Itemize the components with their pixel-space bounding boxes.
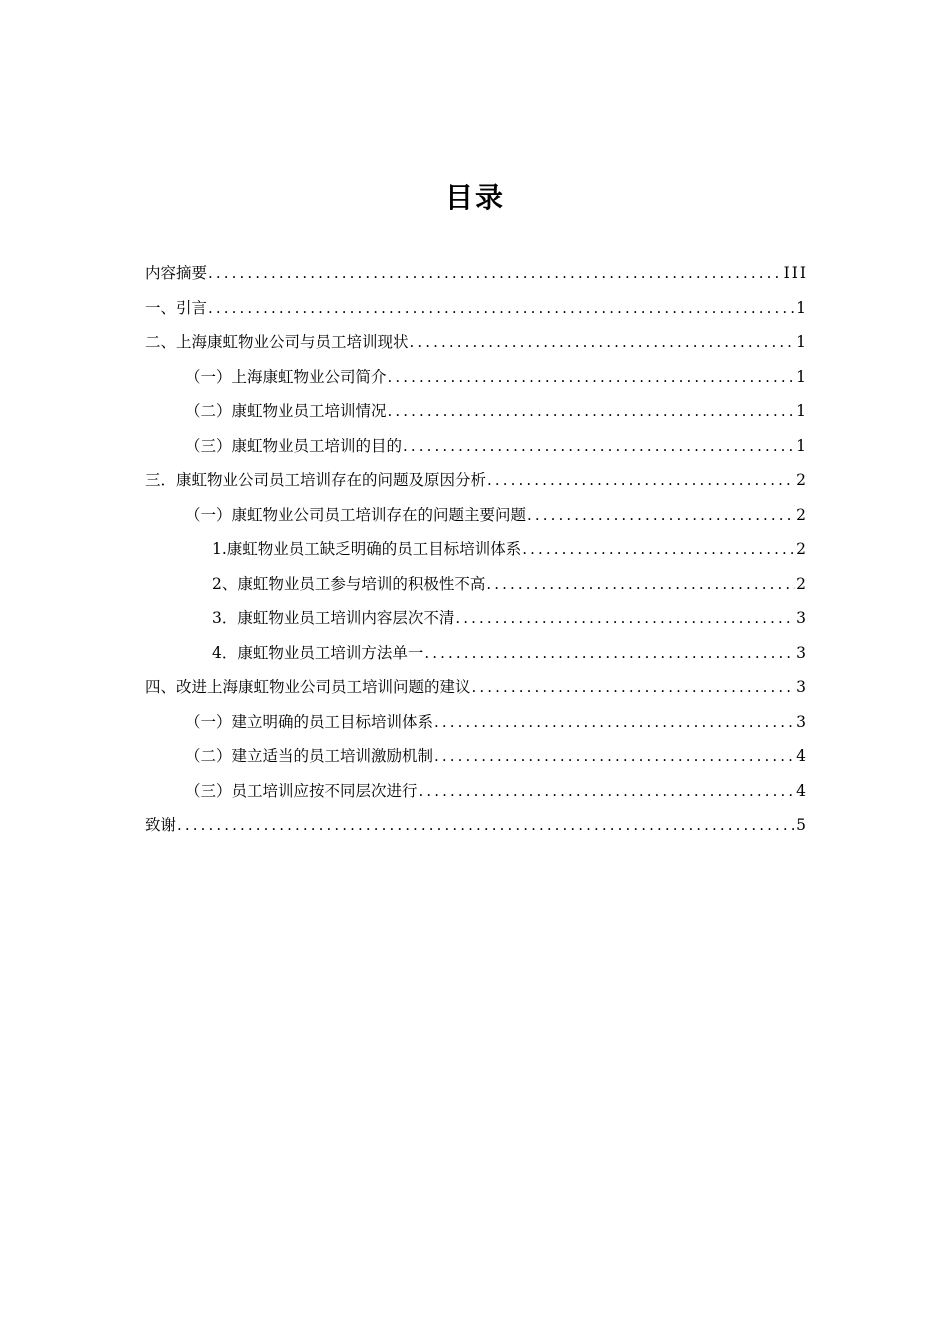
toc-entry[interactable] xyxy=(145,670,808,705)
toc-dot-leader xyxy=(527,498,795,533)
toc-entry[interactable] xyxy=(145,739,808,774)
toc-entry[interactable] xyxy=(145,601,808,636)
toc-entry-page: 4 xyxy=(796,747,808,765)
toc-dot-leader xyxy=(208,291,795,326)
toc-entry-page: 2 xyxy=(796,540,808,558)
toc-entry[interactable] xyxy=(145,498,808,533)
toc-entry[interactable] xyxy=(145,532,808,567)
toc-entry-text: （一）上海康虹物业公司简介 xyxy=(185,367,387,386)
toc-entry-page: 3 xyxy=(796,609,808,627)
toc-dot-leader xyxy=(208,256,783,291)
toc-entry-page: 3 xyxy=(796,643,808,662)
toc-entry-page: 4 xyxy=(796,781,808,800)
toc-entry-page: 1 xyxy=(796,402,808,420)
toc-entry[interactable] xyxy=(145,325,808,360)
toc-entry[interactable] xyxy=(145,256,808,291)
toc-entry-text: （二）建立适当的员工培训激励机制 xyxy=(185,747,434,765)
toc-entry-page: 1 xyxy=(796,367,808,386)
toc-entry-text: 1.康虹物业员工缺乏明确的员工目标培训体系 xyxy=(212,540,522,558)
toc-entry[interactable] xyxy=(145,291,808,326)
toc-dot-leader xyxy=(486,567,795,602)
toc-entry-text: （二）康虹物业员工培训情况 xyxy=(185,402,387,420)
toc-entry-page: III xyxy=(783,264,808,282)
toc-entry-text: 一、引言 xyxy=(145,298,208,317)
toc-entry-text: （三）员工培训应按不同层次进行 xyxy=(185,781,418,800)
toc-entry-page: 1 xyxy=(796,298,808,317)
toc-entry-text: 3．康虹物业员工培训内容层次不清 xyxy=(212,609,455,627)
toc-dot-leader xyxy=(388,394,796,429)
toc-dot-leader xyxy=(472,670,796,705)
toc-entry[interactable] xyxy=(145,636,808,671)
toc-entry-page: 5 xyxy=(796,816,808,834)
toc-dot-leader xyxy=(388,360,796,395)
toc-entry-text: （一）建立明确的员工目标培训体系 xyxy=(185,712,434,731)
toc-entry[interactable] xyxy=(145,567,808,602)
toc-entry[interactable] xyxy=(145,463,808,498)
toc-entry[interactable] xyxy=(145,774,808,809)
toc-entry-text: 4．康虹物业员工培训方法单一 xyxy=(212,643,424,662)
toc-entry-text: 内容摘要 xyxy=(145,264,208,282)
toc-dot-leader xyxy=(434,705,795,740)
table-of-contents xyxy=(145,256,808,843)
toc-entry-page: 3 xyxy=(796,712,808,731)
toc-entry-text: 2、康虹物业员工参与培训的积极性不高 xyxy=(212,574,486,593)
toc-entry-page: 2 xyxy=(796,505,808,524)
toc-entry-text: 三．康虹物业公司员工培训存在的问题及原因分析 xyxy=(145,471,487,489)
toc-dot-leader xyxy=(424,636,795,671)
toc-dot-leader xyxy=(522,532,795,567)
toc-entry-page: 2 xyxy=(796,574,808,593)
page-title: 目录 xyxy=(444,181,505,214)
toc-entry-text: 二、上海康虹物业公司与员工培训现状 xyxy=(145,333,409,351)
toc-entry-text: 四、改进上海康虹物业公司员工培训问题的建议 xyxy=(145,678,471,696)
toc-entry-text: 致谢 xyxy=(145,816,177,834)
toc-entry-page: 3 xyxy=(796,678,808,696)
toc-entry[interactable] xyxy=(145,705,808,740)
toc-entry-page: 1 xyxy=(796,333,808,351)
toc-dot-leader xyxy=(403,429,795,464)
toc-entry-page: 1 xyxy=(796,436,808,455)
toc-dot-leader xyxy=(434,739,795,774)
toc-dot-leader xyxy=(487,463,795,498)
toc-dot-leader xyxy=(419,774,796,809)
toc-dot-leader xyxy=(410,325,796,360)
toc-entry[interactable] xyxy=(145,429,808,464)
toc-entry[interactable] xyxy=(145,360,808,395)
toc-dot-leader xyxy=(177,808,795,843)
toc-entry[interactable] xyxy=(145,808,808,843)
toc-entry-page: 2 xyxy=(796,471,808,489)
toc-entry-text: （一）康虹物业公司员工培训存在的问题主要问题 xyxy=(185,505,527,524)
toc-dot-leader xyxy=(455,601,795,636)
toc-entry-text: （三）康虹物业员工培训的目的 xyxy=(185,436,403,455)
toc-entry[interactable] xyxy=(145,394,808,429)
